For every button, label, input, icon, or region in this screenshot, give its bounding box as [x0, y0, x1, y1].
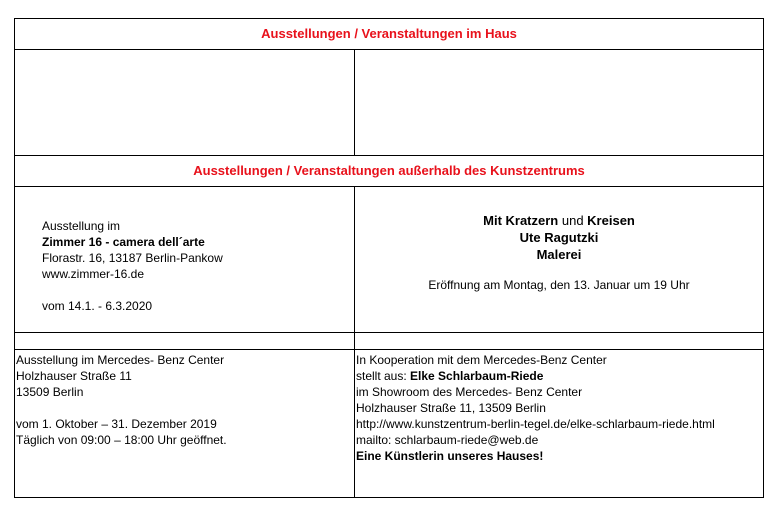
outside-title: Ausstellungen / Veranstaltungen außerhalb des Kunstzentrums: [193, 163, 585, 178]
mercedes-right-tagline: Eine Künstlerin unseres Hauses!: [356, 449, 544, 463]
mercedes-left-info: [15, 350, 354, 448]
kratzern-heading: [355, 187, 763, 263]
mercedes-right-info: [355, 350, 763, 464]
kratzern-title-a: Mit Kratzern: [483, 213, 559, 228]
zimmer16-intro: Ausstellung im: [42, 219, 121, 233]
kratzern-artist: Ute Ragutzki: [519, 230, 599, 245]
in-house-header: [15, 19, 764, 50]
spacer-cell-left: [15, 333, 355, 350]
zimmer16-website: www.zimmer-16.de: [42, 267, 145, 281]
mercedes-right-line4: Holzhauser Straße 11, 13509 Berlin: [356, 401, 546, 415]
mercedes-left-dates: vom 1. Oktober – 31. Dezember 2019: [16, 417, 217, 431]
in-house-empty-cell-left: [15, 50, 355, 156]
events-table: [14, 18, 764, 498]
mercedes-right-line3: im Showroom des Mercedes- Benz Center: [356, 385, 583, 399]
mercedes-right-artist: Elke Schlarbaum-Riede: [410, 369, 544, 383]
zimmer16-dates: vom 14.1. - 6.3.2020: [42, 299, 153, 313]
kratzern-medium: Malerei: [536, 247, 582, 262]
mercedes-right-url[interactable]: http://www.kunstzentrum-berlin-tegel.de/elke-schlarbaum-riede.html: [356, 417, 715, 431]
kratzern-title-c: Kreisen: [587, 213, 635, 228]
kratzern-title-b: und: [558, 213, 588, 228]
kratzern-opening: Eröffnung am Montag, den 13. Januar um 19 Uhr: [428, 278, 690, 292]
mercedes-left-hours: Täglich von 09:00 – 18:00 Uhr geöffnet.: [16, 433, 227, 447]
outside-header: [15, 156, 764, 187]
mercedes-left-line3: 13509 Berlin: [16, 385, 84, 399]
in-house-title: Ausstellungen / Veranstaltungen im Haus: [261, 26, 517, 41]
in-house-empty-cell-right: [355, 50, 764, 156]
mercedes-right-cell: [355, 350, 764, 498]
mercedes-left-cell: [15, 350, 355, 498]
zimmer16-info: [15, 187, 354, 314]
zimmer16-cell: [15, 187, 355, 333]
mercedes-right-prefix: stellt aus:: [356, 369, 411, 383]
spacer-cell-right: [355, 333, 764, 350]
mercedes-right-line1: In Kooperation mit dem Mercedes-Benz Center: [356, 353, 607, 367]
zimmer16-address: Florastr. 16, 13187 Berlin-Pankow: [42, 251, 223, 265]
mercedes-left-line1: Ausstellung im Mercedes- Benz Center: [16, 353, 225, 367]
zimmer16-name: Zimmer 16 - camera dell´arte: [42, 235, 205, 249]
mercedes-left-line2: Holzhauser Straße 11: [16, 369, 132, 383]
mercedes-right-mailto[interactable]: mailto: schlarbaum-riede@web.de: [356, 433, 539, 447]
kratzern-cell: [355, 187, 764, 333]
